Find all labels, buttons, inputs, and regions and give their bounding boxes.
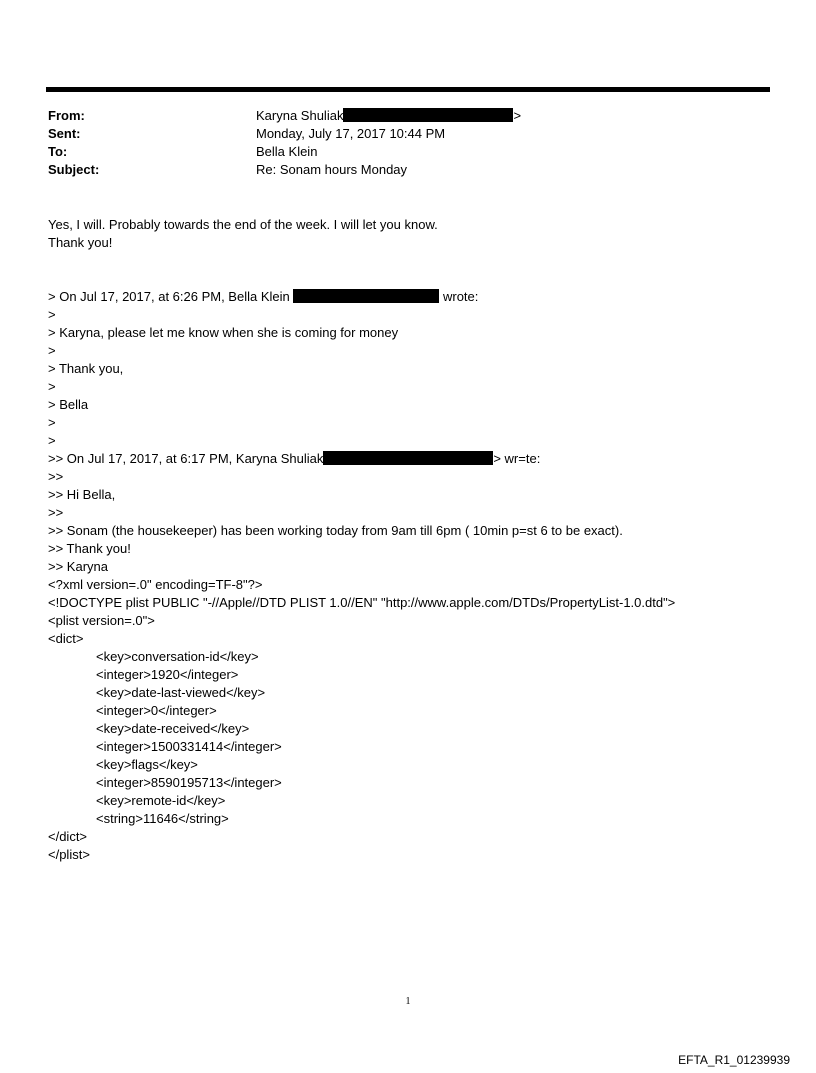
quote-line: >>	[48, 469, 64, 484]
plist-entry: <integer>1920</integer>	[96, 667, 239, 682]
plist-line: </dict>	[48, 829, 88, 844]
from-name: Karyna Shuliak	[256, 108, 344, 123]
quote-header-karyna	[48, 450, 768, 468]
redaction-box	[293, 289, 439, 303]
quote-line: >	[48, 379, 56, 394]
plist-entry: <key>flags</key>	[96, 757, 198, 772]
redaction-box	[343, 108, 513, 122]
plist-line: <dict>	[48, 631, 84, 646]
quote-line: >>	[48, 505, 64, 520]
from-label: From:	[48, 108, 85, 123]
quote-line: > Bella	[48, 397, 89, 412]
plist-entry: <integer>8590195713</integer>	[96, 775, 282, 790]
plist-entry: <key>date-received</key>	[96, 721, 250, 736]
from-value	[256, 107, 521, 125]
from-tail: >	[513, 108, 522, 123]
quote-line: >	[48, 415, 56, 430]
bates-number: EFTA_R1_01239939	[678, 1053, 790, 1067]
to-row	[48, 143, 748, 161]
spacer	[48, 252, 768, 270]
page-number: 1	[405, 996, 411, 1007]
redaction-box	[323, 451, 493, 465]
subject-label: Subject:	[48, 162, 100, 177]
quote-line: >> Sonam (the housekeeper) has been working today from 9am till 6pm ( 10min p=st 6 to be exact).	[48, 523, 623, 538]
plist-entry: <key>date-last-viewed</key>	[96, 685, 266, 700]
sent-label: Sent:	[48, 126, 81, 141]
subject-row	[48, 161, 748, 179]
quote-header-suffix: wrote:	[442, 289, 479, 304]
quote-header-bella	[48, 288, 768, 306]
quote-header-text: >> On Jul 17, 2017, at 6:17 PM, Karyna Shuliak	[48, 451, 324, 466]
email-body	[48, 216, 768, 864]
email-header	[48, 107, 748, 179]
to-label: To:	[48, 144, 68, 159]
plist-line: </plist>	[48, 847, 90, 862]
subject-value: Re: Sonam hours Monday	[256, 162, 408, 177]
sent-row	[48, 125, 748, 143]
sent-value: Monday, July 17, 2017 10:44 PM	[256, 126, 446, 141]
plist-entry: <key>conversation-id</key>	[96, 649, 259, 664]
plist-entry: <key>remote-id</key>	[96, 793, 226, 808]
spacer	[48, 270, 768, 288]
reply-line: Thank you!	[48, 235, 113, 250]
quote-line: > Karyna, please let me know when she is coming for money	[48, 325, 399, 340]
quote-line: >	[48, 307, 56, 322]
quote-header-suffix: > wr=te:	[493, 451, 541, 466]
quote-line: >> Hi Bella,	[48, 487, 116, 502]
quote-header-text: > On Jul 17, 2017, at 6:26 PM, Bella Klein	[48, 289, 290, 304]
header-divider	[46, 87, 770, 92]
plist-line: <!DOCTYPE plist PUBLIC "-//Apple//DTD PLIST 1.0//EN" "http://www.apple.com/DTDs/PropertyList-1.0.dtd">	[48, 595, 676, 610]
plist-entry: <integer>0</integer>	[96, 703, 217, 718]
quote-line: >> Thank you!	[48, 541, 131, 556]
to-value: Bella Klein	[256, 144, 318, 159]
quote-line: >> Karyna	[48, 559, 108, 574]
quote-line: > Thank you,	[48, 361, 124, 376]
plist-line: <plist version=.0">	[48, 613, 155, 628]
plist-line: <?xml version=.0" encoding=TF-8"?>	[48, 577, 263, 592]
from-row	[48, 107, 748, 125]
reply-line: Yes, I will. Probably towards the end of the week. I will let you know.	[48, 217, 438, 232]
plist-entry: <string>11646</string>	[96, 811, 229, 826]
quote-line: >	[48, 433, 56, 448]
quote-line: >	[48, 343, 56, 358]
plist-entry: <integer>1500331414</integer>	[96, 739, 282, 754]
